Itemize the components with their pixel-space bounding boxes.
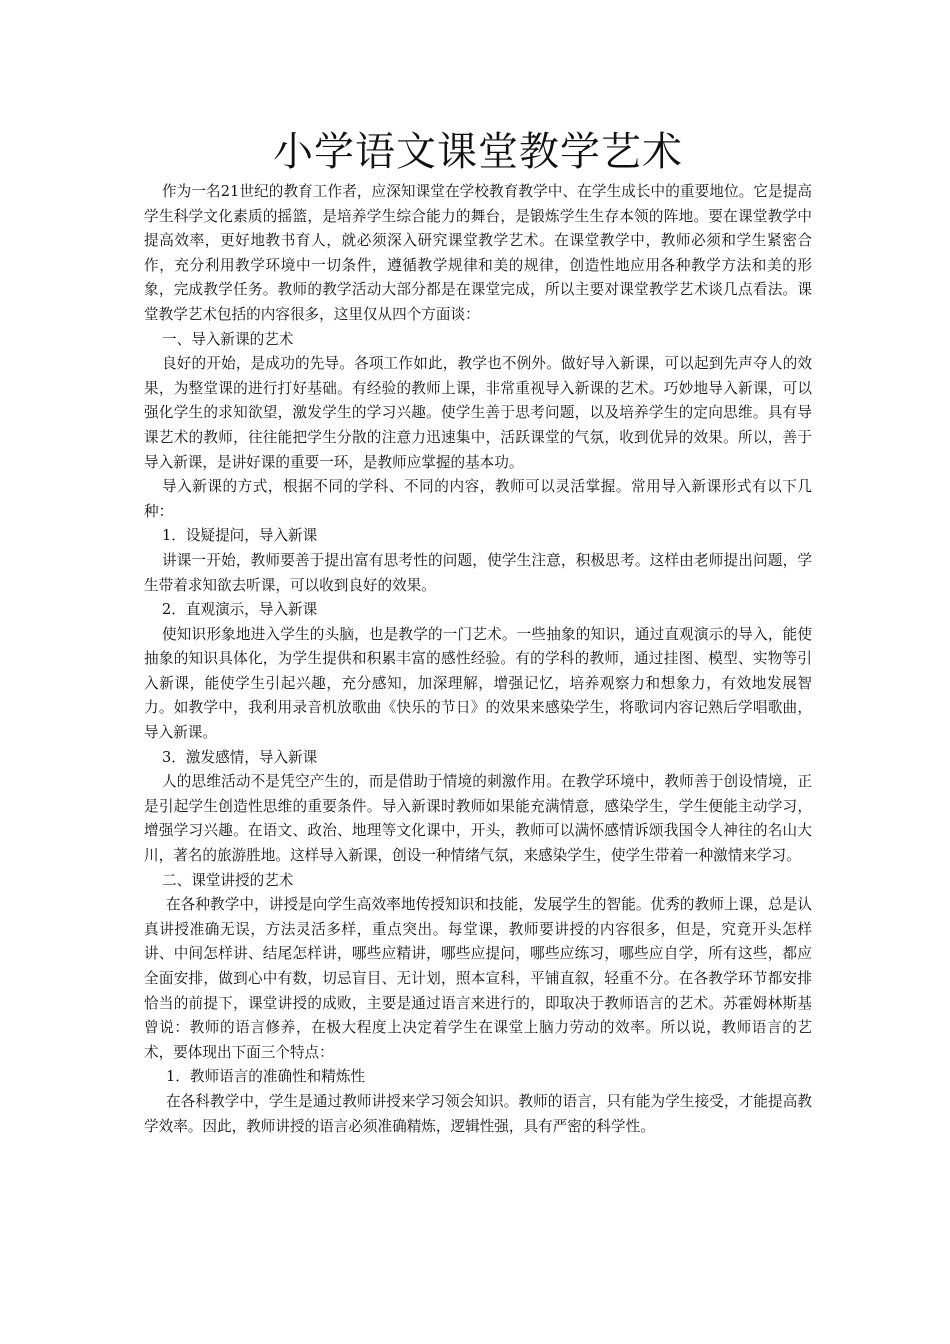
paragraph: 使知识形象地进入学生的头脑，也是教学的一门艺术。一些抽象的知识，通过直观演示的导入，能使抽象的知识具体化，为学生提供和积累丰富的感性经验。有的学科的教师，通过挂图、模型、实物等引入新课，能使学生引起兴趣，充分感知，加深理解，增强记忆，培养观察力和想象力，有效地发展智力。如教学中，我利用录音机放歌曲《快乐的节日》的效果来感染学生，将歌词内容记熟后学唱歌曲，导入新课。 <box>144 625 812 742</box>
section-heading-1: 一、导入新课的艺术 <box>162 330 294 348</box>
subsection-heading: 1．设疑提问，导入新课 <box>162 527 318 545</box>
subsection-heading: 3．激发感情，导入新课 <box>162 748 318 766</box>
paragraph: 导入新课的方式，根据不同的学科、不同的内容，教师可以灵活掌握。常用导入新课形式有以下几种： <box>144 478 812 520</box>
section-heading-2: 二、课堂讲授的艺术 <box>162 871 294 889</box>
document-title: 小学语文课堂教学艺术 <box>273 129 683 175</box>
subsection-heading: 2．直观演示，导入新课 <box>162 601 318 619</box>
paragraph: 良好的开始，是成功的先导。各项工作如此，教学也不例外。做好导入新课，可以起到先声夺人的效果，为整堂课的进行打好基础。有经验的教师上课，非常重视导入新课的艺术。巧妙地导入新课，可以强化学生的求知欲望，激发学生的学习兴趣。使学生善于思考问题，以及培养学生的定向思维。具有导课艺术的教师，往往能把学生分散的注意力迅速集中，活跃课堂的气氛，收到优异的效果。所以，善于导入新课，是讲好课的重要一环，是教师应掌握的基本功。 <box>144 355 812 471</box>
intro-paragraph: 作为一名21世纪的教育工作者，应深知课堂在学校教育教学中、在学生成长中的重要地位。它是提高学生科学文化素质的摇篮，是培养学生综合能力的舞台，是锻炼学生生存本领的阵地。要在课堂教学中提高效率，更好地教书育人，就必须深入研究课堂教学艺术。在课堂教学中，教师必须和学生紧密合作，充分利用教学环境中一切条件，遵循教学规律和美的规律，创造性地应用各种教学方法和美的形象，完成教学任务。教师的教学活动大部分都是在课堂完成，所以主要对课堂教学艺术谈几点看法。课堂教学艺术包括的内容很多，这里仅从四个方面谈： <box>144 183 812 323</box>
paragraph: 人的思维活动不是凭空产生的，而是借助于情境的刺激作用。在教学环境中，教师善于创设情境，正是引起学生创造性思维的重要条件。导入新课时教师如果能充满情意，感染学生，学生便能主动学习，增强学习兴趣。在语文、政治、地理等文化课中，开头，教师可以满怀感情诉颂我国令人神往的名山大川，著名的旅游胜地。这样导入新课，创设一种情绪气氛，来感染学生，使学生带着一种激情来学习。 <box>144 773 812 865</box>
subsection-heading: 1．教师语言的准确性和精炼性 <box>166 1068 366 1086</box>
paragraph: 在各科教学中，学生是通过教师讲授来学习领会知识。教师的语言，只有能为学生接受，才能提高教学效率。因此，教师讲授的语言必须准确精炼，逻辑性强，具有严密的科学性。 <box>144 1092 812 1135</box>
document-page <box>144 124 812 1139</box>
paragraph: 讲课一开始，教师要善于提出富有思考性的问题，使学生注意，积极思考。这样由老师提出问题，学生带着求知欲去听课，可以收到良好的效果。 <box>144 551 812 594</box>
paragraph: 在各种教学中，讲授是向学生高效率地传授知识和技能，发展学生的智能。优秀的教师上课，总是认真讲授准确无误，方法灵活多样，重点突出。每堂课，教师要讲授的内容很多，但是，究竟开头怎样讲、中间怎样讲、结尾怎样讲，哪些应精讲，哪些应提问，哪些应练习，哪些应自学，所有这些，都应全面安排，做到心中有数，切忌盲目、无计划，照本宣科，平铺直叙，轻重不分。在各教学环节都安排恰当的前提下，课堂讲授的成败，主要是通过语言来进行的，即取决于教师语言的艺术。苏霍姆林斯基曾说：教师的语言修养，在极大程度上决定着学生在课堂上脑力劳动的效率。所以说，教师语言的艺术，要体现出下面三个特点： <box>144 896 812 1061</box>
